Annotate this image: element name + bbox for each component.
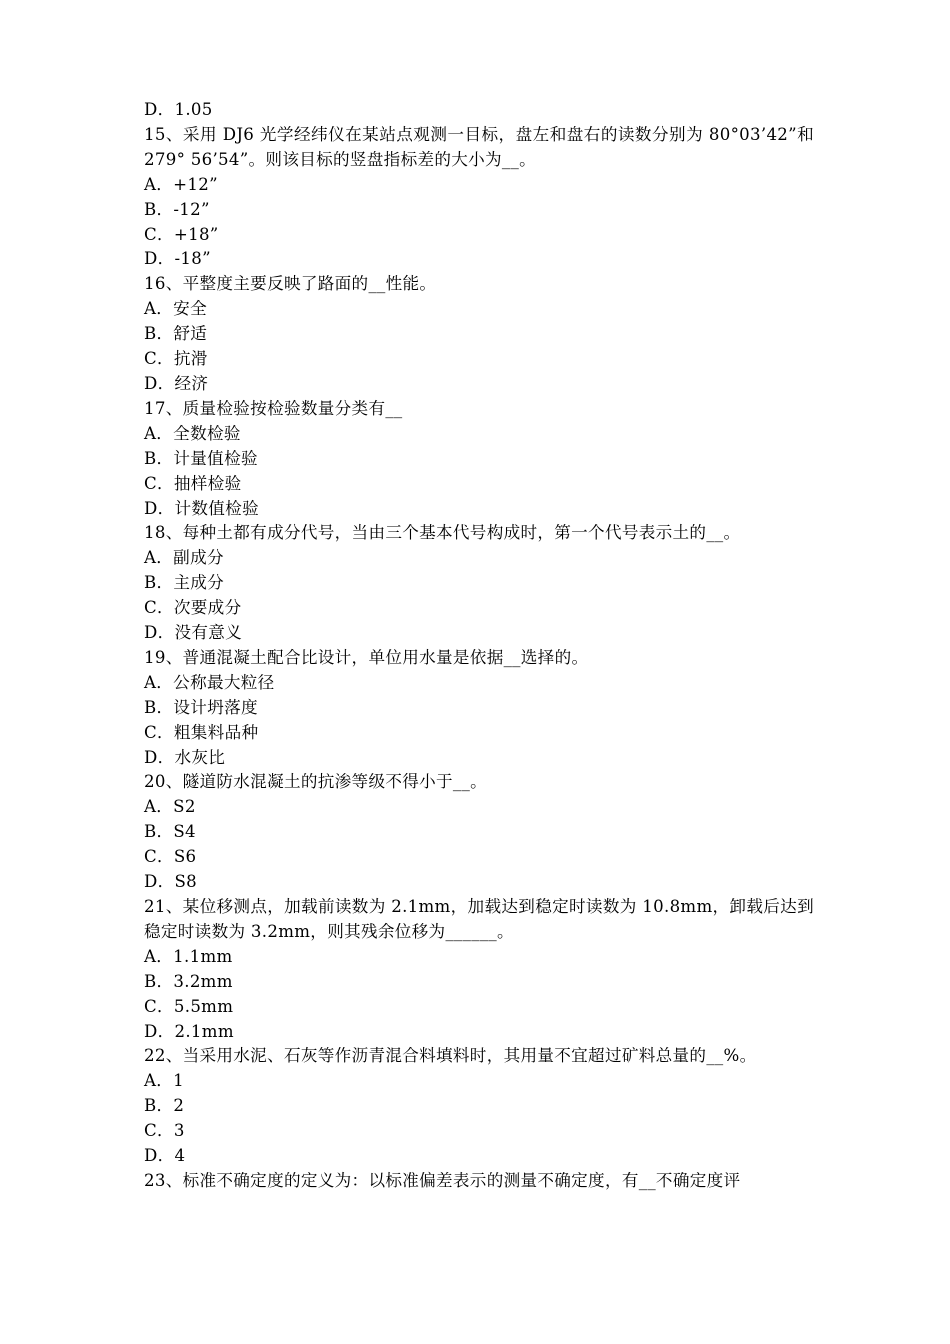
answer-option: D．没有意义 [144,623,243,643]
question-list [144,123,820,1194]
answer-option: B．3.2mm [144,971,233,991]
answer-option: B．舒适 [144,324,208,344]
question-stem: 17、质量检验按检验数量分类有__ [144,398,403,418]
question-block [144,895,814,1044]
answer-option: A．公称最大粒径 [144,672,275,692]
question-block [144,1169,814,1194]
answer-option: D．2.1mm [144,1021,234,1041]
answer-option: D．水灰比 [144,747,226,767]
question-block [144,646,814,771]
answer-option: D．S8 [144,872,198,892]
answer-option: C．3 [144,1121,185,1141]
answer-option: A．1.1mm [144,946,233,966]
question-stem: 18、每种土都有成分代号，当由三个基本代号构成时，第一个代号表示土的__。 [144,523,741,543]
answer-option: C．S6 [144,847,197,867]
answer-option: B．2 [144,1096,185,1116]
answer-option: A．+12” [144,174,218,194]
answer-option: C．+18” [144,224,219,244]
answer-option: A．1 [144,1071,185,1091]
question-block [144,123,820,272]
question-block [144,1044,814,1169]
question-stem: 15、采用 DJ6 光学经纬仪在某站点观测一目标，盘左和盘右的读数分别为 80°03’42”和 279° 56’54”。则该目标的竖盘指标差的大小为__。 [144,124,820,169]
question-stem: 21、某位移测点，加载前读数为 2.1mm，加载达到稳定时读数为 10.8mm，卸载后达到稳定时读数为 3.2mm，则其残余位移为______。 [144,897,814,941]
answer-option: B．S4 [144,822,196,842]
answer-option: C．抗滑 [144,349,208,369]
answer-option: C．次要成分 [144,598,242,618]
answer-option: B．设计坍落度 [144,697,258,717]
answer-option: A．S2 [144,797,196,817]
question-block [144,272,814,397]
document-page [144,98,820,1194]
answer-option: C．抽样检验 [144,473,242,493]
question-stem: 16、平整度主要反映了路面的__性能。 [144,274,437,294]
question-stem: 22、当采用水泥、石灰等作沥青混合料填料时，其用量不宜超过矿料总量的__%。 [144,1046,757,1066]
answer-option: D．计数值检验 [144,498,259,518]
answer-option: B．-12” [144,199,210,219]
answer-option: C．5.5mm [144,996,234,1016]
answer-option: D．经济 [144,373,209,393]
question-stem: 20、隧道防水混凝土的抗渗等级不得小于__。 [144,772,487,792]
question-stem: 19、普通混凝土配合比设计，单位用水量是依据__选择的。 [144,647,589,667]
answer-option: B．计量值检验 [144,448,258,468]
question-stem: 23、标准不确定度的定义为：以标准偏差表示的测量不确定度，有__不确定度评 [144,1170,741,1190]
answer-option: D．4 [144,1146,186,1166]
answer-option: D．-18” [144,249,211,269]
answer-option: A．安全 [144,299,207,319]
question-block [144,770,814,895]
answer-option: A．全数检验 [144,423,241,443]
question-block [144,397,814,522]
answer-option: C．粗集料品种 [144,722,259,742]
answer-option: A．副成分 [144,548,224,568]
option-d-q14: D．1.05 [144,100,213,119]
answer-option: B．主成分 [144,573,225,593]
question-block [144,521,814,646]
